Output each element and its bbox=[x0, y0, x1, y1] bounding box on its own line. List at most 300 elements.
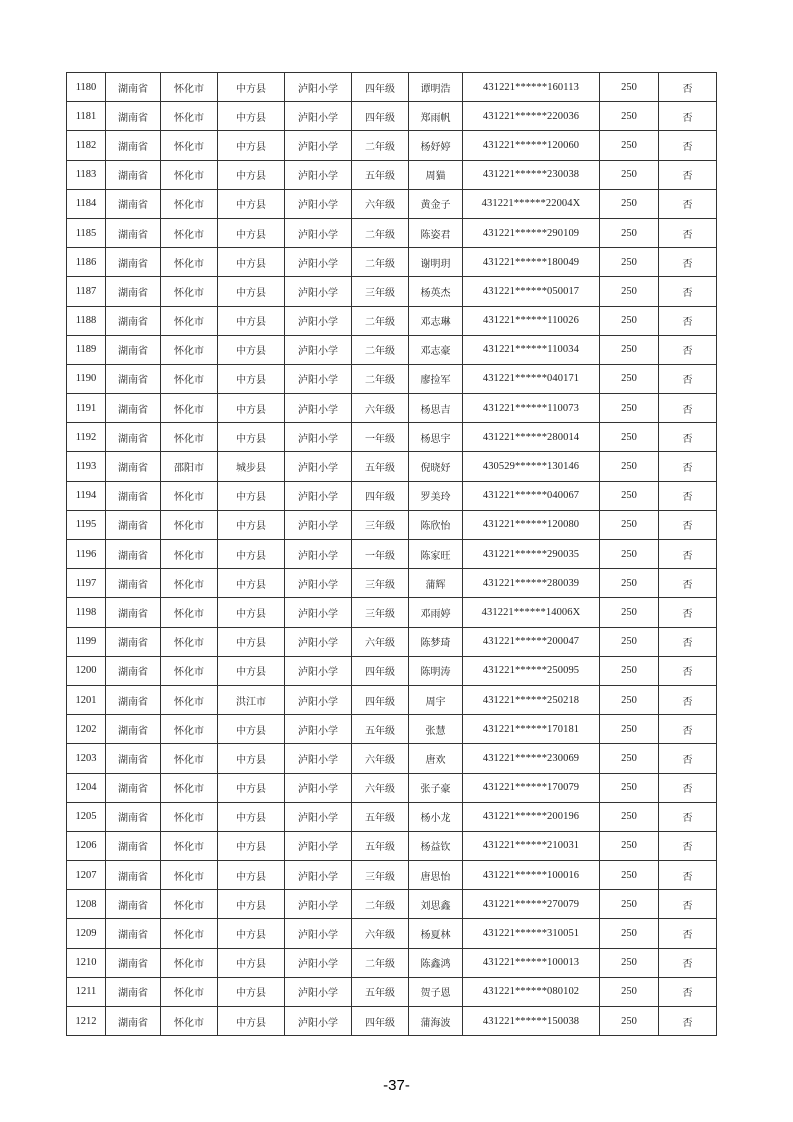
flag-cell: 否 bbox=[659, 831, 717, 860]
school-cell: 泸阳小学 bbox=[285, 656, 352, 685]
table-row bbox=[67, 948, 717, 977]
flag-cell: 否 bbox=[659, 364, 717, 393]
table-row bbox=[67, 656, 717, 685]
table-row bbox=[67, 189, 717, 218]
city-cell: 怀化市 bbox=[161, 861, 218, 890]
name-cell: 陈姿君 bbox=[409, 218, 463, 247]
seq-cell: 1209 bbox=[67, 919, 106, 948]
seq-cell: 1199 bbox=[67, 627, 106, 656]
school-cell: 泸阳小学 bbox=[285, 306, 352, 335]
name-cell: 陈家旺 bbox=[409, 540, 463, 569]
grade-cell: 二年级 bbox=[352, 890, 409, 919]
id-number-cell: 431221******040171 bbox=[463, 364, 600, 393]
grade-cell: 二年级 bbox=[352, 335, 409, 364]
name-cell: 邓雨婷 bbox=[409, 598, 463, 627]
county-cell: 中方县 bbox=[218, 306, 285, 335]
table-row bbox=[67, 131, 717, 160]
flag-cell: 否 bbox=[659, 977, 717, 1006]
flag-cell: 否 bbox=[659, 394, 717, 423]
seq-cell: 1181 bbox=[67, 102, 106, 131]
county-cell: 中方县 bbox=[218, 540, 285, 569]
city-cell: 怀化市 bbox=[161, 218, 218, 247]
name-cell: 杨思宇 bbox=[409, 423, 463, 452]
grade-cell: 五年级 bbox=[352, 715, 409, 744]
table-row bbox=[67, 685, 717, 714]
school-cell: 泸阳小学 bbox=[285, 773, 352, 802]
school-cell: 泸阳小学 bbox=[285, 569, 352, 598]
seq-cell: 1184 bbox=[67, 189, 106, 218]
page-number: -37- bbox=[383, 1077, 410, 1094]
county-cell: 中方县 bbox=[218, 831, 285, 860]
flag-cell: 否 bbox=[659, 540, 717, 569]
county-cell: 中方县 bbox=[218, 423, 285, 452]
city-cell: 怀化市 bbox=[161, 73, 218, 102]
county-cell: 中方县 bbox=[218, 481, 285, 510]
city-cell: 怀化市 bbox=[161, 102, 218, 131]
seq-cell: 1192 bbox=[67, 423, 106, 452]
province-cell: 湖南省 bbox=[106, 715, 161, 744]
amount-cell: 250 bbox=[600, 656, 659, 685]
school-cell: 泸阳小学 bbox=[285, 1007, 352, 1036]
province-cell: 湖南省 bbox=[106, 102, 161, 131]
table-row bbox=[67, 452, 717, 481]
school-cell: 泸阳小学 bbox=[285, 744, 352, 773]
name-cell: 陈梦琦 bbox=[409, 627, 463, 656]
id-number-cell: 431221******14006X bbox=[463, 598, 600, 627]
school-cell: 泸阳小学 bbox=[285, 218, 352, 247]
name-cell: 贺子恩 bbox=[409, 977, 463, 1006]
name-cell: 杨夏林 bbox=[409, 919, 463, 948]
seq-cell: 1186 bbox=[67, 248, 106, 277]
county-cell: 中方县 bbox=[218, 364, 285, 393]
flag-cell: 否 bbox=[659, 481, 717, 510]
grade-cell: 四年级 bbox=[352, 1007, 409, 1036]
grade-cell: 三年级 bbox=[352, 569, 409, 598]
school-cell: 泸阳小学 bbox=[285, 890, 352, 919]
school-cell: 泸阳小学 bbox=[285, 861, 352, 890]
province-cell: 湖南省 bbox=[106, 394, 161, 423]
city-cell: 怀化市 bbox=[161, 744, 218, 773]
table-row bbox=[67, 218, 717, 247]
city-cell: 怀化市 bbox=[161, 248, 218, 277]
amount-cell: 250 bbox=[600, 452, 659, 481]
table-row bbox=[67, 569, 717, 598]
city-cell: 怀化市 bbox=[161, 802, 218, 831]
amount-cell: 250 bbox=[600, 744, 659, 773]
grade-cell: 五年级 bbox=[352, 452, 409, 481]
name-cell: 蒲海波 bbox=[409, 1007, 463, 1036]
flag-cell: 否 bbox=[659, 335, 717, 364]
id-number-cell: 431221******290109 bbox=[463, 218, 600, 247]
county-cell: 中方县 bbox=[218, 715, 285, 744]
seq-cell: 1182 bbox=[67, 131, 106, 160]
table-row bbox=[67, 919, 717, 948]
amount-cell: 250 bbox=[600, 919, 659, 948]
amount-cell: 250 bbox=[600, 1007, 659, 1036]
province-cell: 湖南省 bbox=[106, 248, 161, 277]
flag-cell: 否 bbox=[659, 189, 717, 218]
id-number-cell: 431221******110026 bbox=[463, 306, 600, 335]
id-number-cell: 431221******160113 bbox=[463, 73, 600, 102]
student-roster-table bbox=[66, 72, 717, 1036]
school-cell: 泸阳小学 bbox=[285, 364, 352, 393]
amount-cell: 250 bbox=[600, 394, 659, 423]
amount-cell: 250 bbox=[600, 977, 659, 1006]
city-cell: 怀化市 bbox=[161, 160, 218, 189]
school-cell: 泸阳小学 bbox=[285, 248, 352, 277]
school-cell: 泸阳小学 bbox=[285, 277, 352, 306]
province-cell: 湖南省 bbox=[106, 160, 161, 189]
city-cell: 怀化市 bbox=[161, 277, 218, 306]
school-cell: 泸阳小学 bbox=[285, 481, 352, 510]
city-cell: 怀化市 bbox=[161, 890, 218, 919]
id-number-cell: 431221******200047 bbox=[463, 627, 600, 656]
school-cell: 泸阳小学 bbox=[285, 335, 352, 364]
school-cell: 泸阳小学 bbox=[285, 452, 352, 481]
province-cell: 湖南省 bbox=[106, 364, 161, 393]
flag-cell: 否 bbox=[659, 510, 717, 539]
amount-cell: 250 bbox=[600, 248, 659, 277]
flag-cell: 否 bbox=[659, 423, 717, 452]
table-row bbox=[67, 890, 717, 919]
province-cell: 湖南省 bbox=[106, 861, 161, 890]
seq-cell: 1190 bbox=[67, 364, 106, 393]
seq-cell: 1180 bbox=[67, 73, 106, 102]
id-number-cell: 431221******210031 bbox=[463, 831, 600, 860]
amount-cell: 250 bbox=[600, 364, 659, 393]
id-number-cell: 431221******230038 bbox=[463, 160, 600, 189]
name-cell: 廖捡军 bbox=[409, 364, 463, 393]
grade-cell: 六年级 bbox=[352, 744, 409, 773]
id-number-cell: 431221******170181 bbox=[463, 715, 600, 744]
county-cell: 中方县 bbox=[218, 248, 285, 277]
county-cell: 中方县 bbox=[218, 218, 285, 247]
grade-cell: 一年级 bbox=[352, 540, 409, 569]
city-cell: 怀化市 bbox=[161, 364, 218, 393]
grade-cell: 二年级 bbox=[352, 218, 409, 247]
province-cell: 湖南省 bbox=[106, 598, 161, 627]
province-cell: 湖南省 bbox=[106, 802, 161, 831]
flag-cell: 否 bbox=[659, 744, 717, 773]
table-row bbox=[67, 277, 717, 306]
amount-cell: 250 bbox=[600, 423, 659, 452]
county-cell: 中方县 bbox=[218, 598, 285, 627]
grade-cell: 六年级 bbox=[352, 189, 409, 218]
seq-cell: 1193 bbox=[67, 452, 106, 481]
grade-cell: 三年级 bbox=[352, 277, 409, 306]
amount-cell: 250 bbox=[600, 861, 659, 890]
id-number-cell: 430529******130146 bbox=[463, 452, 600, 481]
amount-cell: 250 bbox=[600, 510, 659, 539]
province-cell: 湖南省 bbox=[106, 481, 161, 510]
name-cell: 唐思怡 bbox=[409, 861, 463, 890]
id-number-cell: 431221******170079 bbox=[463, 773, 600, 802]
city-cell: 怀化市 bbox=[161, 189, 218, 218]
grade-cell: 三年级 bbox=[352, 861, 409, 890]
id-number-cell: 431221******180049 bbox=[463, 248, 600, 277]
flag-cell: 否 bbox=[659, 248, 717, 277]
id-number-cell: 431221******280014 bbox=[463, 423, 600, 452]
flag-cell: 否 bbox=[659, 598, 717, 627]
grade-cell: 四年级 bbox=[352, 656, 409, 685]
amount-cell: 250 bbox=[600, 627, 659, 656]
seq-cell: 1202 bbox=[67, 715, 106, 744]
city-cell: 怀化市 bbox=[161, 627, 218, 656]
county-cell: 中方县 bbox=[218, 160, 285, 189]
city-cell: 怀化市 bbox=[161, 773, 218, 802]
grade-cell: 二年级 bbox=[352, 131, 409, 160]
id-number-cell: 431221******120060 bbox=[463, 131, 600, 160]
id-number-cell: 431221******100013 bbox=[463, 948, 600, 977]
county-cell: 中方县 bbox=[218, 510, 285, 539]
grade-cell: 六年级 bbox=[352, 919, 409, 948]
province-cell: 湖南省 bbox=[106, 656, 161, 685]
grade-cell: 二年级 bbox=[352, 948, 409, 977]
flag-cell: 否 bbox=[659, 919, 717, 948]
province-cell: 湖南省 bbox=[106, 423, 161, 452]
amount-cell: 250 bbox=[600, 481, 659, 510]
id-number-cell: 431221******200196 bbox=[463, 802, 600, 831]
id-number-cell: 431221******080102 bbox=[463, 977, 600, 1006]
grade-cell: 三年级 bbox=[352, 598, 409, 627]
flag-cell: 否 bbox=[659, 715, 717, 744]
county-cell: 中方县 bbox=[218, 335, 285, 364]
seq-cell: 1185 bbox=[67, 218, 106, 247]
county-cell: 中方县 bbox=[218, 890, 285, 919]
city-cell: 怀化市 bbox=[161, 481, 218, 510]
flag-cell: 否 bbox=[659, 861, 717, 890]
name-cell: 杨小龙 bbox=[409, 802, 463, 831]
school-cell: 泸阳小学 bbox=[285, 394, 352, 423]
grade-cell: 六年级 bbox=[352, 773, 409, 802]
name-cell: 黄金子 bbox=[409, 189, 463, 218]
city-cell: 邵阳市 bbox=[161, 452, 218, 481]
school-cell: 泸阳小学 bbox=[285, 802, 352, 831]
school-cell: 泸阳小学 bbox=[285, 977, 352, 1006]
flag-cell: 否 bbox=[659, 802, 717, 831]
table-row bbox=[67, 831, 717, 860]
amount-cell: 250 bbox=[600, 948, 659, 977]
table-row bbox=[67, 335, 717, 364]
county-cell: 中方县 bbox=[218, 919, 285, 948]
flag-cell: 否 bbox=[659, 685, 717, 714]
table-row bbox=[67, 977, 717, 1006]
name-cell: 邓志琳 bbox=[409, 306, 463, 335]
name-cell: 谢明玥 bbox=[409, 248, 463, 277]
name-cell: 杨妤婷 bbox=[409, 131, 463, 160]
grade-cell: 四年级 bbox=[352, 481, 409, 510]
county-cell: 中方县 bbox=[218, 1007, 285, 1036]
province-cell: 湖南省 bbox=[106, 189, 161, 218]
id-number-cell: 431221******050017 bbox=[463, 277, 600, 306]
grade-cell: 五年级 bbox=[352, 977, 409, 1006]
table-row bbox=[67, 160, 717, 189]
seq-cell: 1188 bbox=[67, 306, 106, 335]
city-cell: 怀化市 bbox=[161, 306, 218, 335]
county-cell: 中方县 bbox=[218, 802, 285, 831]
flag-cell: 否 bbox=[659, 656, 717, 685]
province-cell: 湖南省 bbox=[106, 131, 161, 160]
city-cell: 怀化市 bbox=[161, 510, 218, 539]
id-number-cell: 431221******100016 bbox=[463, 861, 600, 890]
table-row bbox=[67, 773, 717, 802]
name-cell: 张子豪 bbox=[409, 773, 463, 802]
seq-cell: 1189 bbox=[67, 335, 106, 364]
grade-cell: 三年级 bbox=[352, 510, 409, 539]
province-cell: 湖南省 bbox=[106, 277, 161, 306]
grade-cell: 二年级 bbox=[352, 306, 409, 335]
city-cell: 怀化市 bbox=[161, 131, 218, 160]
province-cell: 湖南省 bbox=[106, 569, 161, 598]
flag-cell: 否 bbox=[659, 890, 717, 919]
grade-cell: 四年级 bbox=[352, 73, 409, 102]
flag-cell: 否 bbox=[659, 773, 717, 802]
table-row bbox=[67, 802, 717, 831]
table-row bbox=[67, 73, 717, 102]
flag-cell: 否 bbox=[659, 1007, 717, 1036]
name-cell: 郑雨帆 bbox=[409, 102, 463, 131]
table-row bbox=[67, 627, 717, 656]
grade-cell: 六年级 bbox=[352, 394, 409, 423]
grade-cell: 四年级 bbox=[352, 685, 409, 714]
amount-cell: 250 bbox=[600, 890, 659, 919]
grade-cell: 六年级 bbox=[352, 627, 409, 656]
flag-cell: 否 bbox=[659, 569, 717, 598]
province-cell: 湖南省 bbox=[106, 831, 161, 860]
seq-cell: 1197 bbox=[67, 569, 106, 598]
amount-cell: 250 bbox=[600, 102, 659, 131]
seq-cell: 1196 bbox=[67, 540, 106, 569]
flag-cell: 否 bbox=[659, 948, 717, 977]
table-row bbox=[67, 540, 717, 569]
seq-cell: 1208 bbox=[67, 890, 106, 919]
amount-cell: 250 bbox=[600, 277, 659, 306]
province-cell: 湖南省 bbox=[106, 919, 161, 948]
county-cell: 中方县 bbox=[218, 977, 285, 1006]
amount-cell: 250 bbox=[600, 306, 659, 335]
school-cell: 泸阳小学 bbox=[285, 831, 352, 860]
seq-cell: 1205 bbox=[67, 802, 106, 831]
name-cell: 谭明浩 bbox=[409, 73, 463, 102]
city-cell: 怀化市 bbox=[161, 977, 218, 1006]
province-cell: 湖南省 bbox=[106, 773, 161, 802]
county-cell: 中方县 bbox=[218, 131, 285, 160]
name-cell: 唐欢 bbox=[409, 744, 463, 773]
city-cell: 怀化市 bbox=[161, 423, 218, 452]
seq-cell: 1200 bbox=[67, 656, 106, 685]
city-cell: 怀化市 bbox=[161, 715, 218, 744]
flag-cell: 否 bbox=[659, 627, 717, 656]
seq-cell: 1206 bbox=[67, 831, 106, 860]
name-cell: 陈欣怡 bbox=[409, 510, 463, 539]
seq-cell: 1203 bbox=[67, 744, 106, 773]
name-cell: 周猫 bbox=[409, 160, 463, 189]
name-cell: 陈明涛 bbox=[409, 656, 463, 685]
seq-cell: 1198 bbox=[67, 598, 106, 627]
school-cell: 泸阳小学 bbox=[285, 423, 352, 452]
flag-cell: 否 bbox=[659, 306, 717, 335]
province-cell: 湖南省 bbox=[106, 948, 161, 977]
school-cell: 泸阳小学 bbox=[285, 627, 352, 656]
flag-cell: 否 bbox=[659, 218, 717, 247]
table-row bbox=[67, 598, 717, 627]
id-number-cell: 431221******220036 bbox=[463, 102, 600, 131]
amount-cell: 250 bbox=[600, 335, 659, 364]
county-cell: 中方县 bbox=[218, 744, 285, 773]
school-cell: 泸阳小学 bbox=[285, 160, 352, 189]
seq-cell: 1210 bbox=[67, 948, 106, 977]
name-cell: 罗美玲 bbox=[409, 481, 463, 510]
grade-cell: 五年级 bbox=[352, 160, 409, 189]
seq-cell: 1183 bbox=[67, 160, 106, 189]
city-cell: 怀化市 bbox=[161, 948, 218, 977]
seq-cell: 1191 bbox=[67, 394, 106, 423]
name-cell: 张慧 bbox=[409, 715, 463, 744]
county-cell: 城步县 bbox=[218, 452, 285, 481]
id-number-cell: 431221******150038 bbox=[463, 1007, 600, 1036]
county-cell: 中方县 bbox=[218, 773, 285, 802]
county-cell: 中方县 bbox=[218, 627, 285, 656]
table-row bbox=[67, 1007, 717, 1036]
table-row bbox=[67, 423, 717, 452]
county-cell: 中方县 bbox=[218, 948, 285, 977]
table-row bbox=[67, 481, 717, 510]
id-number-cell: 431221******250218 bbox=[463, 685, 600, 714]
seq-cell: 1212 bbox=[67, 1007, 106, 1036]
id-number-cell: 431221******290035 bbox=[463, 540, 600, 569]
school-cell: 泸阳小学 bbox=[285, 948, 352, 977]
seq-cell: 1195 bbox=[67, 510, 106, 539]
amount-cell: 250 bbox=[600, 715, 659, 744]
grade-cell: 二年级 bbox=[352, 248, 409, 277]
id-number-cell: 431221******280039 bbox=[463, 569, 600, 598]
grade-cell: 二年级 bbox=[352, 364, 409, 393]
amount-cell: 250 bbox=[600, 131, 659, 160]
school-cell: 泸阳小学 bbox=[285, 715, 352, 744]
province-cell: 湖南省 bbox=[106, 306, 161, 335]
amount-cell: 250 bbox=[600, 569, 659, 598]
seq-cell: 1187 bbox=[67, 277, 106, 306]
county-cell: 中方县 bbox=[218, 656, 285, 685]
school-cell: 泸阳小学 bbox=[285, 131, 352, 160]
name-cell: 蒲辉 bbox=[409, 569, 463, 598]
table-row bbox=[67, 715, 717, 744]
city-cell: 怀化市 bbox=[161, 919, 218, 948]
amount-cell: 250 bbox=[600, 540, 659, 569]
id-number-cell: 431221******310051 bbox=[463, 919, 600, 948]
amount-cell: 250 bbox=[600, 831, 659, 860]
table-row bbox=[67, 364, 717, 393]
seq-cell: 1194 bbox=[67, 481, 106, 510]
county-cell: 中方县 bbox=[218, 569, 285, 598]
table-row bbox=[67, 394, 717, 423]
city-cell: 怀化市 bbox=[161, 540, 218, 569]
school-cell: 泸阳小学 bbox=[285, 73, 352, 102]
province-cell: 湖南省 bbox=[106, 540, 161, 569]
province-cell: 湖南省 bbox=[106, 73, 161, 102]
amount-cell: 250 bbox=[600, 685, 659, 714]
county-cell: 中方县 bbox=[218, 102, 285, 131]
amount-cell: 250 bbox=[600, 218, 659, 247]
name-cell: 周宇 bbox=[409, 685, 463, 714]
flag-cell: 否 bbox=[659, 73, 717, 102]
amount-cell: 250 bbox=[600, 160, 659, 189]
school-cell: 泸阳小学 bbox=[285, 540, 352, 569]
name-cell: 杨英杰 bbox=[409, 277, 463, 306]
id-number-cell: 431221******110034 bbox=[463, 335, 600, 364]
province-cell: 湖南省 bbox=[106, 218, 161, 247]
school-cell: 泸阳小学 bbox=[285, 919, 352, 948]
